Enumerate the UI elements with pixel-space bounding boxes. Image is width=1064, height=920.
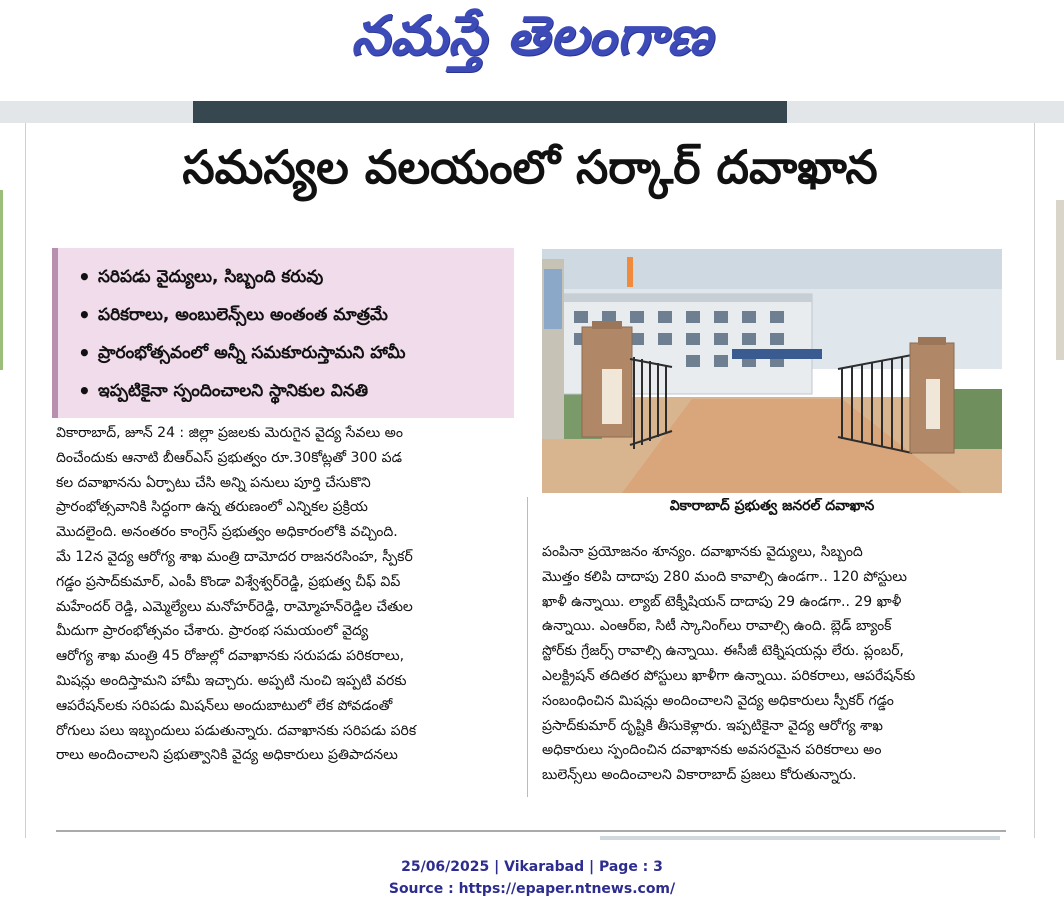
article-headline: సమస్యల వలయంలో సర్కార్ దవాఖాన	[182, 140, 878, 194]
adjacent-page-strip-right	[1056, 200, 1064, 360]
body-line: ఉన్నాయి. ఎంఆర్‌ఐ, సిటీ స్కానింగ్‌లు రావాల్సి ఉంది. బ్లెడ్ బ్యాంక్	[542, 618, 892, 635]
top-band-dark	[193, 101, 787, 123]
article-body-right	[542, 540, 1004, 788]
body-line: పంపినా ప్రయోజనం శూన్యం. దవాఖానకు వైద్యులు, సిబ్బంది	[542, 544, 863, 560]
body-line: ఎలక్ట్రిషన్ తదితర పోస్టులు ఖాళీగా ఉన్నాయి. పరికరాలు, ఆపరేషన్‌కు	[542, 667, 916, 684]
body-line: ఆరోగ్య శాఖ మంత్రి 45 రోజుల్లో దవాఖానకు సరుపడు పరికరాలు,	[56, 648, 405, 665]
body-line: ఖాళీ ఉన్నాయి. ల్యాబ్ టెక్నీషియన్ దాదాపు 29 ఉండగా.. 29 ఖాళీ	[542, 593, 902, 610]
body-line: మొదలైంది. అనంతరం కాంగ్రెస్ ప్రభుత్వం అధికారంలోకి వచ్చింది.	[56, 524, 398, 541]
bottom-rule-secondary	[600, 836, 1000, 840]
body-line: సంబంధించిన మిషన్లు అందించాలని వైద్య అధికారులు స్పీకర్ గడ్డం	[542, 692, 894, 709]
hospital-photo-illustration	[542, 249, 1002, 493]
newspaper-logo: నమస్తే తెలంగాణ	[351, 4, 713, 67]
column-divider	[527, 497, 528, 797]
highlight-item: • ఇప్పటికైనా స్పందించాలని స్థానికుల వినతి	[74, 372, 514, 410]
body-line: ప్రసాద్‌కుమార్ దృష్టికి తీసుకెళ్లారు. ఇప్పటికైనా వైద్య ఆరోగ్య శాఖ	[542, 717, 883, 734]
adjacent-page-strip-left	[0, 190, 3, 370]
highlight-item: • సరిపడు వైద్యులు, సిబ్బంది కరువు	[74, 258, 514, 296]
edition-info: 25/06/2025 | Vikarabad | Page : 3	[401, 859, 663, 875]
body-line: మీదుగా ప్రారంభోత్సవం చేశారు. ప్రారంభ సమయంలో వైద్య	[56, 623, 369, 640]
source-link[interactable]: Source : https://epaper.ntnews.com/	[388, 881, 676, 897]
body-line: ప్రారంభోత్సవానికి సిద్ధంగా ఉన్న తరుణంలో ఎన్నికల ప్రక్రియ	[56, 499, 368, 516]
photo-caption: వికారాబాద్ ప్రభుత్వ జనరల్ దవాఖాన	[669, 498, 875, 514]
body-line: బులెన్స్‌లు అందించాలని వికారాబాద్ ప్రజలు కోరుతున్నారు.	[542, 767, 857, 784]
highlight-item: • పరికరాలు, అంబులెన్స్‌లు అంతంత మాత్రమే	[74, 296, 514, 334]
page-footer	[0, 856, 1064, 900]
article-body-left	[56, 421, 516, 768]
body-line: వికారాబాద్, జూన్ 24 : జిల్లా ప్రజలకు మెరుగైన వైద్య సేవలు అం	[56, 425, 403, 441]
hospital-photo	[542, 249, 1002, 493]
highlights-box	[52, 248, 514, 418]
body-line: మహేందర్ రెడ్డి, ఎమ్మెల్యేలు మనోహర్‌రెడ్డి, రామ్మోహన్‌రెడ్డిల చేతుల	[56, 598, 413, 615]
body-line: కల దవాఖానను ఏర్పాటు చేసి అన్ని పనులు పూర్తి చేసుకొని	[56, 474, 371, 491]
body-line: ఆపరేషన్‌లకు సరిపడు మిషన్‌లు అందుబాటులో లేక పోవడంతో	[56, 697, 393, 714]
body-line: మొత్తం కలిపి దాదాపు 280 మంది కావాల్సి ఉండగా.. 120 పోస్టులు	[542, 568, 907, 585]
body-line: రోగులు పలు ఇబ్బందులు పడుతున్నారు. దవాఖానకు సరిపడు పరిక	[56, 722, 417, 739]
body-line: గడ్డం ప్రసాద్‌కుమార్, ఎంపీ కొండా విశ్వేశ్వర్‌రెడ్డి, ప్రభుత్వ చీఫ్ విప్	[56, 573, 401, 590]
masthead	[0, 0, 1064, 100]
highlight-item: • ప్రారంభోత్సవంలో అన్నీ సమకూరుస్తామని హామీ	[74, 334, 514, 372]
body-line: రాలు అందించాలని ప్రభుత్వానికి వైద్య అధికారులు ప్రతిపాదనలు	[56, 747, 398, 764]
body-line: మే 12న వైద్య ఆరోగ్య శాఖ మంత్రి దామోదర రాజనరసింహ, స్పీకర్	[56, 548, 413, 565]
body-line: అధికారులు స్పందించిన దవాఖానకు అవసరమైన పరికరాలు అం	[542, 742, 882, 759]
body-line: స్టోర్‌కు గ్రేజర్స్ రావాల్సి ఉన్నాయి. ఈసీజీ టెక్నిషయన్లు లేరు. ప్లంబర్,	[542, 643, 904, 660]
body-line: దించేందుకు ఆనాటి బీఆర్‌ఎస్ ప్రభుత్వం రూ.30కోట్లతో 300 పడ	[56, 449, 402, 466]
bottom-rule	[56, 830, 1006, 832]
body-line: మిషన్లు అందిస్తామని హామీ ఇచ్చారు. అప్పటి నుంచి ఇప్పటి వరకు	[56, 672, 407, 689]
